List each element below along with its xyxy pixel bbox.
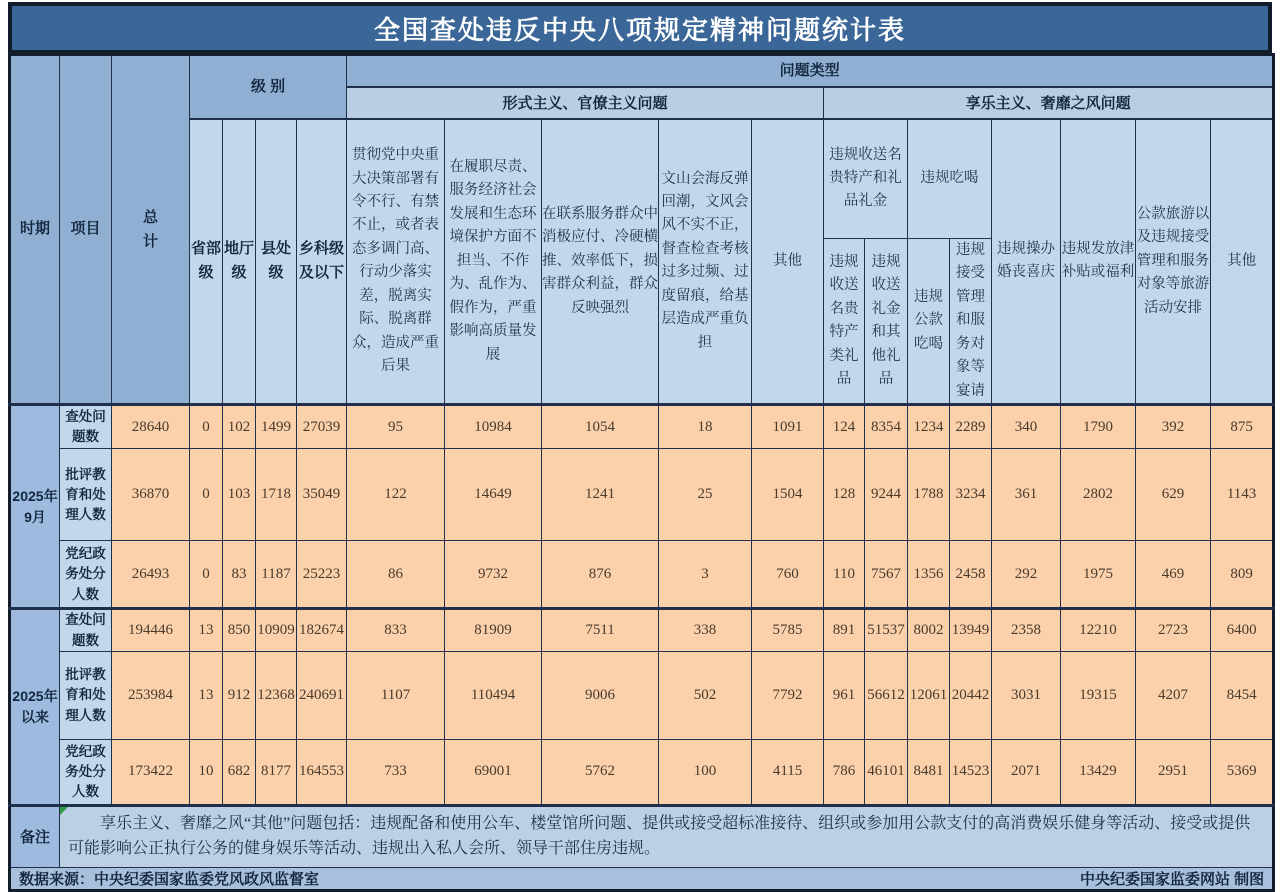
table-row: [10, 405, 1274, 449]
value-cell: 3234: [950, 449, 992, 541]
value-cell: 164553: [297, 739, 347, 805]
remark-label: 备注: [10, 805, 60, 867]
value-cell: 69001: [445, 739, 542, 805]
row-label: 党纪政务处分人数: [60, 739, 112, 805]
value-cell: 0: [190, 541, 223, 609]
period-cell: 2025年以来: [10, 609, 60, 806]
value-cell: 9006: [542, 651, 659, 739]
value-cell: 36870: [112, 449, 190, 541]
value-cell: 18: [659, 405, 752, 449]
header-gifts-sub-cash: 违规收送礼金和其他礼品: [865, 239, 908, 405]
value-cell: 81909: [445, 609, 542, 652]
value-cell: 10984: [445, 405, 542, 449]
header-problem-type-group: 问题类型: [347, 55, 1274, 87]
value-cell: 28640: [112, 405, 190, 449]
value-cell: 3: [659, 541, 752, 609]
value-cell: 2802: [1061, 449, 1136, 541]
value-cell: 760: [752, 541, 824, 609]
value-cell: 83: [223, 541, 256, 609]
value-cell: 2951: [1136, 739, 1211, 805]
header-formalism-col-4: 文山会海反弹回潮，文风会风不实不正，督查检查考核过多过频、过度留痕，给基层造成严重负担: [659, 119, 752, 405]
remark-row: [10, 805, 1274, 867]
value-cell: 961: [824, 651, 865, 739]
value-cell: 173422: [112, 739, 190, 805]
header-formalism-col-2: 在履职尽责、服务经济社会发展和生态环境保护方面不担当、不作为、乱作为、假作为，严重影响高质量发展: [445, 119, 542, 405]
value-cell: 26493: [112, 541, 190, 609]
value-cell: 7792: [752, 651, 824, 739]
value-cell: 8481: [908, 739, 950, 805]
value-cell: 1091: [752, 405, 824, 449]
value-cell: 10909: [256, 609, 297, 652]
table-row: [10, 609, 1274, 652]
value-cell: 5785: [752, 609, 824, 652]
value-cell: 12368: [256, 651, 297, 739]
value-cell: 469: [1136, 541, 1211, 609]
value-cell: 891: [824, 609, 865, 652]
header-hedonism-travel: 公款旅游以及违规接受管理和服务对象等旅游活动安排: [1136, 119, 1211, 405]
header-dining-group: 违规吃喝: [908, 119, 992, 239]
statistics-table: [8, 53, 1275, 892]
value-cell: 95: [347, 405, 445, 449]
header-total-label: 总计: [142, 209, 158, 250]
value-cell: 0: [190, 449, 223, 541]
header-level-group: 级 别: [190, 55, 347, 119]
row-label: 查处问题数: [60, 405, 112, 449]
value-cell: 100: [659, 739, 752, 805]
value-cell: 5369: [1211, 739, 1274, 805]
value-cell: 2723: [1136, 609, 1211, 652]
value-cell: 340: [992, 405, 1061, 449]
value-cell: 1234: [908, 405, 950, 449]
header-level-county: 县处级: [256, 119, 297, 405]
value-cell: 9732: [445, 541, 542, 609]
value-cell: 809: [1211, 541, 1274, 609]
value-cell: 0: [190, 405, 223, 449]
value-cell: 502: [659, 651, 752, 739]
value-cell: 8354: [865, 405, 908, 449]
value-cell: 13: [190, 609, 223, 652]
value-cell: 13949: [950, 609, 992, 652]
value-cell: 629: [1136, 449, 1211, 541]
value-cell: 13429: [1061, 739, 1136, 805]
row-label: 批评教育和处理人数: [60, 651, 112, 739]
value-cell: 1107: [347, 651, 445, 739]
source-row: [10, 867, 1274, 890]
value-cell: 102: [223, 405, 256, 449]
value-cell: 1504: [752, 449, 824, 541]
header-dining-sub-public-funds: 违规公款吃喝: [908, 239, 950, 405]
value-cell: 12210: [1061, 609, 1136, 652]
value-cell: 110494: [445, 651, 542, 739]
value-cell: 25223: [297, 541, 347, 609]
header-item: 项目: [60, 55, 112, 405]
value-cell: 1788: [908, 449, 950, 541]
value-cell: 912: [223, 651, 256, 739]
value-cell: 182674: [297, 609, 347, 652]
value-cell: 833: [347, 609, 445, 652]
row-label: 批评教育和处理人数: [60, 449, 112, 541]
table-row: [10, 651, 1274, 739]
value-cell: 4207: [1136, 651, 1211, 739]
value-cell: 14523: [950, 739, 992, 805]
period-cell: 2025年9月: [10, 405, 60, 609]
value-cell: 8177: [256, 739, 297, 805]
value-cell: 128: [824, 449, 865, 541]
credit-text: 中央纪委国家监委网站 制图: [1079, 870, 1265, 888]
header-formalism-group: 形式主义、官僚主义问题: [347, 87, 824, 119]
value-cell: 9244: [865, 449, 908, 541]
header-formalism-col-3: 在联系服务群众中消极应付、冷硬横推、效率低下，损害群众利益，群众反映强烈: [542, 119, 659, 405]
value-cell: 2071: [992, 739, 1061, 805]
row-label: 查处问题数: [60, 609, 112, 652]
header-formalism-col-1: 贯彻党中央重大决策部署有令不行、有禁不止，或者表态多调门高、行动少落实差，脱离实际、脱离群众，造成严重后果: [347, 119, 445, 405]
table-row: [10, 449, 1274, 541]
source-flex: [11, 868, 1272, 889]
value-cell: 2458: [950, 541, 992, 609]
header-gifts-group: 违规收送名贵特产和礼品礼金: [824, 119, 908, 239]
remark-cell: [60, 805, 1274, 867]
value-cell: 35049: [297, 449, 347, 541]
remark-text: 享乐主义、奢靡之风“其他”问题包括：违规配备和使用公车、楼堂馆所问题、提供或接受超标准接待、组织或参加用公款支付的高消费娱乐健身等活动、接受或提供可能影响公正执行公务的健身娱乐等活动、违规出入私人会所、领导干部住房违规。: [68, 815, 1251, 857]
header-formalism-other: 其他: [752, 119, 824, 405]
value-cell: 56612: [865, 651, 908, 739]
value-cell: 4115: [752, 739, 824, 805]
value-cell: 1187: [256, 541, 297, 609]
value-cell: 2358: [992, 609, 1061, 652]
header-gifts-sub-specialty: 违规收送名贵特产类礼品: [824, 239, 865, 405]
table-title: 全国查处违反中央八项规定精神问题统计表: [8, 2, 1272, 53]
table-row: [10, 739, 1274, 805]
value-cell: 1143: [1211, 449, 1274, 541]
header-row-groups: [10, 55, 1274, 87]
row-label: 党纪政务处分人数: [60, 541, 112, 609]
header-level-prefecture: 地厅级: [223, 119, 256, 405]
value-cell: 1054: [542, 405, 659, 449]
header-total: [112, 55, 190, 405]
value-cell: 124: [824, 405, 865, 449]
value-cell: 51537: [865, 609, 908, 652]
value-cell: 5762: [542, 739, 659, 805]
value-cell: 13: [190, 651, 223, 739]
value-cell: 19315: [1061, 651, 1136, 739]
header-row-columns: [10, 119, 1274, 239]
value-cell: 8454: [1211, 651, 1274, 739]
value-cell: 1790: [1061, 405, 1136, 449]
source-cell: [10, 867, 1274, 890]
header-hedonism-weddings: 违规操办婚丧喜庆: [992, 119, 1061, 405]
value-cell: 8002: [908, 609, 950, 652]
value-cell: 1241: [542, 449, 659, 541]
value-cell: 110: [824, 541, 865, 609]
header-period: 时期: [10, 55, 60, 405]
value-cell: 25: [659, 449, 752, 541]
value-cell: 361: [992, 449, 1061, 541]
value-cell: 194446: [112, 609, 190, 652]
value-cell: 786: [824, 739, 865, 805]
value-cell: 292: [992, 541, 1061, 609]
value-cell: 1356: [908, 541, 950, 609]
header-hedonism-allowances: 违规发放津补贴或福利: [1061, 119, 1136, 405]
value-cell: 338: [659, 609, 752, 652]
value-cell: 1975: [1061, 541, 1136, 609]
header-hedonism-group: 享乐主义、奢靡之风问题: [824, 87, 1274, 119]
value-cell: 1718: [256, 449, 297, 541]
header-hedonism-other: 其他: [1211, 119, 1274, 405]
value-cell: 12061: [908, 651, 950, 739]
table-row: [10, 541, 1274, 609]
value-cell: 122: [347, 449, 445, 541]
value-cell: 46101: [865, 739, 908, 805]
value-cell: 103: [223, 449, 256, 541]
value-cell: 850: [223, 609, 256, 652]
value-cell: 7567: [865, 541, 908, 609]
data-source-text: 数据来源：中央纪委国家监委党风政风监督室: [19, 870, 320, 888]
header-dining-sub-banquets: 违规接受管理和服务对象等宴请: [950, 239, 992, 405]
header-level-provincial: 省部级: [190, 119, 223, 405]
value-cell: 1499: [256, 405, 297, 449]
value-cell: 14649: [445, 449, 542, 541]
value-cell: 7511: [542, 609, 659, 652]
value-cell: 253984: [112, 651, 190, 739]
header-level-township: 乡科级及以下: [297, 119, 347, 405]
value-cell: 2289: [950, 405, 992, 449]
value-cell: 876: [542, 541, 659, 609]
value-cell: 240691: [297, 651, 347, 739]
value-cell: 27039: [297, 405, 347, 449]
value-cell: 392: [1136, 405, 1211, 449]
value-cell: 86: [347, 541, 445, 609]
value-cell: 733: [347, 739, 445, 805]
value-cell: 682: [223, 739, 256, 805]
value-cell: 6400: [1211, 609, 1274, 652]
value-cell: 20442: [950, 651, 992, 739]
excel-marker-triangle: [60, 807, 68, 815]
value-cell: 10: [190, 739, 223, 805]
value-cell: 3031: [992, 651, 1061, 739]
value-cell: 875: [1211, 405, 1274, 449]
